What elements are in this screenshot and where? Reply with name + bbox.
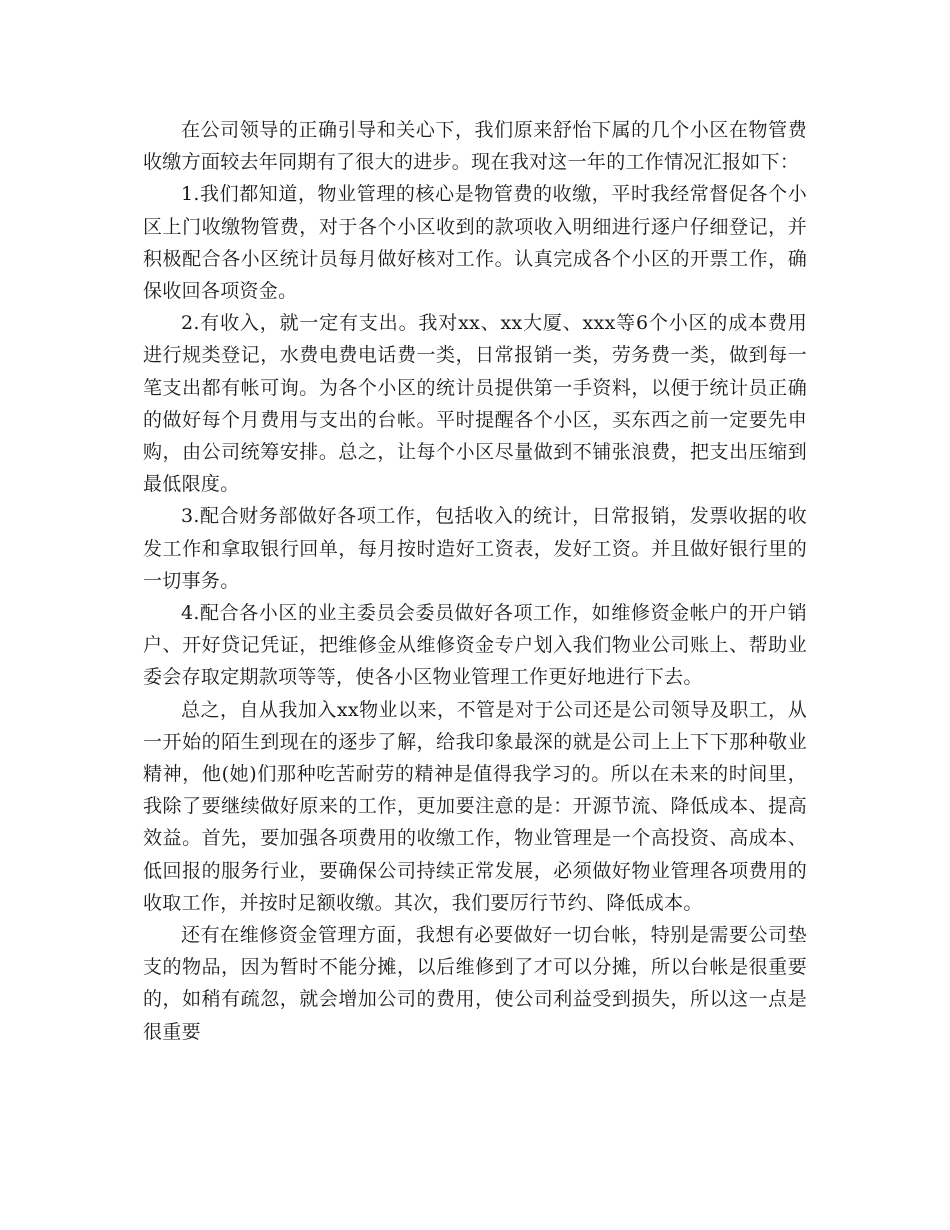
paragraph-item-1: 1.我们都知道，物业管理的核心是物管费的收缴，平时我经常督促各个小区上门收缴物管费，对于各个小区收到的款项收入明细进行逐户仔细登记，并积极配合各小区统计员每月做好核对工作。认真完成各个小区的开票工作，确保收回各项资金。 (143, 183, 807, 303)
paragraph-item-3: 3.配合财务部做好各项工作，包括收入的统计，日常报销，发票收据的收发工作和拿取银行回单，每月按时造好工资表，发好工资。并且做好银行里的一切事务。 (143, 505, 807, 592)
document-body (143, 114, 807, 1048)
paragraph-intro: 在公司领导的正确引导和关心下，我们原来舒怡下属的几个小区在物管费收缴方面较去年同期有了很大的进步。现在我对这一年的工作情况汇报如下： (143, 119, 807, 174)
paragraph-item-2: 2.有收入，就一定有支出。我对xx、xx大厦、xxx等6个小区的成本费用进行规类登记，水费电费电话费一类，日常报销一类，劳务费一类，做到每一笔支出都有帐可询。为各个小区的统计员提供第一手资料，以便于统计员正确的做好每个月费用与支出的台帐。平时提醒各个小区，买东西之前一定要先申购，由公司统筹安排。总之，让每个小区尽量做到不铺张浪费，把支出压缩到最低限度。 (143, 312, 807, 496)
paragraph-maintenance-fund: 还有在维修资金管理方面，我想有必要做好一切台帐，特别是需要公司垫支的物品，因为暂时不能分摊，以后维修到了才可以分摊，所以台帐是很重要的，如稍有疏忽，就会增加公司的费用，使公司利益受到损失，所以这一点是很重要 (143, 924, 807, 1043)
paragraph-summary: 总之，自从我加入xx物业以来，不管是对于公司还是公司领导及职工，从一开始的陌生到现在的逐步了解，给我印象最深的就是公司上上下下那种敬业精神，他(她)们那种吃苦耐劳的精神是值得我学习的。所以在未来的时间里，我除了要继续做好原来的工作，更加要注意的是：开源节流、降低成本、提高效益。首先，要加强各项费用的收缴工作，物业管理是一个高投资、高成本、低回报的服务行业，要确保公司持续正常发展，必须做好物业管理各项费用的收取工作，并按时足额收缴。其次，我们要厉行节约、降低成本。 (143, 698, 807, 914)
paragraph-item-4: 4.配合各小区的业主委员会委员做好各项工作，如维修资金帐户的开户销户、开好贷记凭证，把维修金从维修资金专户划入我们物业公司账上、帮助业委会存取定期款项等等，使各小区物业管理工作更好地进行下去。 (143, 602, 807, 689)
